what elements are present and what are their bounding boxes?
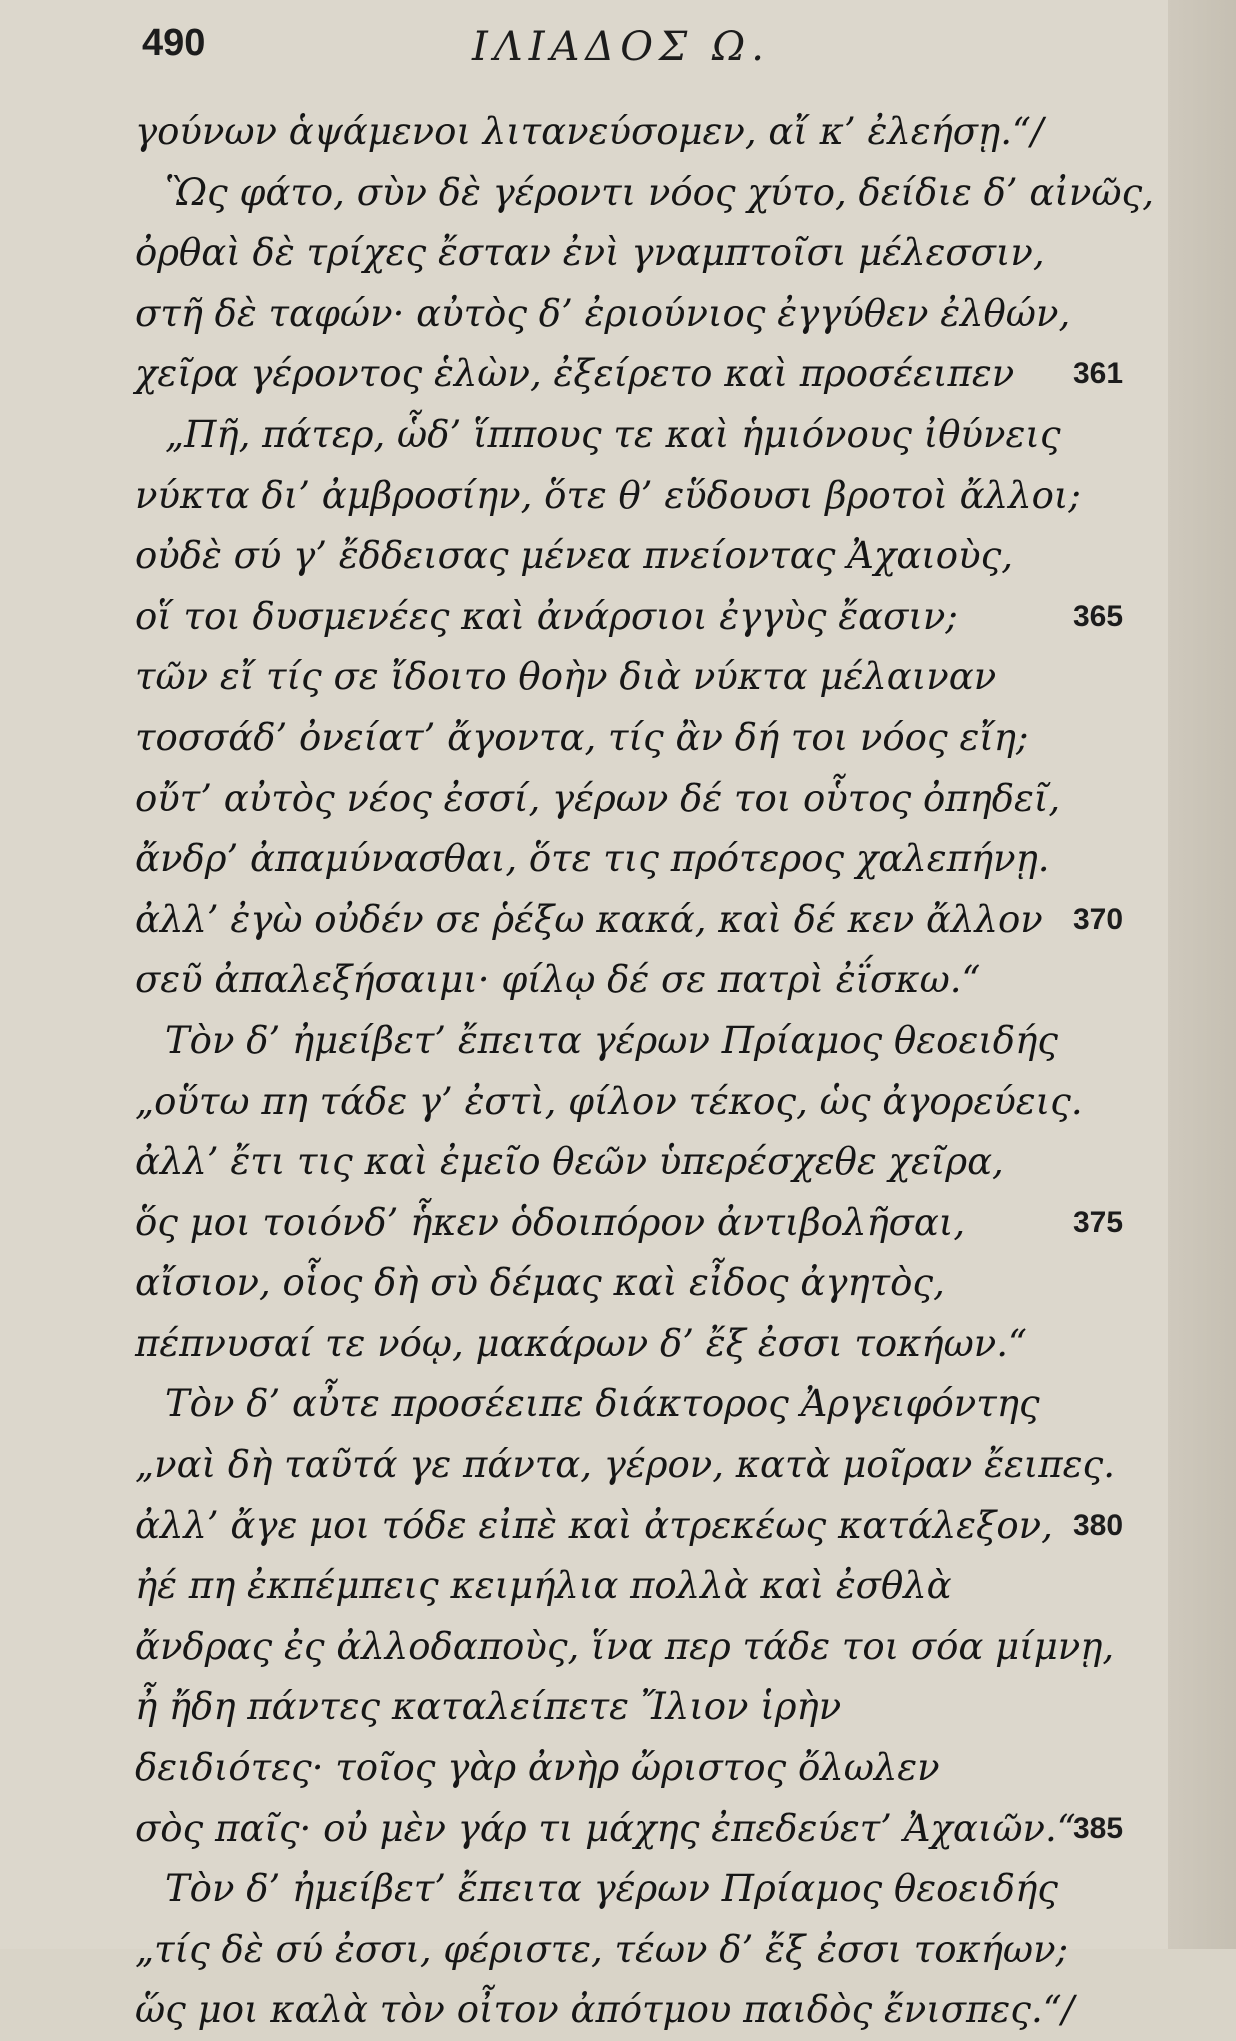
verse-line bbox=[135, 1072, 1175, 1133]
verse-line-text: ἀλλ’ ἔτι τις καὶ ἐμεῖο θεῶν ὑπερέσχεθε χεῖρα, bbox=[135, 1140, 1004, 1184]
verse-line-text: ἄνδρ’ ἀπαμύνασθαι, ὅτε τις πρότερος χαλεπήνῃ. bbox=[135, 837, 1050, 881]
verse-line-text: σὸς παῖς· οὐ μὲν γάρ τι μάχης ἐπεδεύετ’ Ἀχαιῶν.“ bbox=[135, 1806, 1076, 1850]
verse-line bbox=[135, 1132, 1175, 1193]
verse-line-text: δειδιότες· τοῖος γὰρ ἀνὴρ ὤριστος ὄλωλεν bbox=[135, 1746, 940, 1790]
verse-line bbox=[135, 829, 1175, 890]
verse-line-text: ὥς μοι καλὰ τὸν οἶτον ἀπότμου παιδὸς ἔνισπες.“/ bbox=[135, 1988, 1075, 2032]
verse-line bbox=[135, 1011, 1175, 1072]
verse-line bbox=[135, 102, 1175, 163]
verse-line bbox=[135, 466, 1175, 527]
verse-line-text: ὅς μοι τοιόνδ’ ἧκεν ὁδοιπόρον ἀντιβολῆσαι, bbox=[135, 1200, 966, 1244]
verse-line-text: οὐδὲ σύ γ’ ἔδδεισας μένεα πνείοντας Ἀχαιοὺς, bbox=[135, 534, 1014, 578]
verse-line-text: οἵ τοι δυσμενέες καὶ ἀνάρσιοι ἐγγὺς ἔασιν; bbox=[135, 594, 958, 638]
verse-line-text: ἦ ἤδη πάντες καταλείπετε Ἴλιον ἱρὴν bbox=[135, 1685, 842, 1729]
verse-line-text: γούνων ἁψάμενοι λιτανεύσομεν, αἴ κ’ ἐλεήσῃ.“/ bbox=[135, 110, 1044, 153]
verse-line-text: ἄνδρας ἐς ἀλλοδαποὺς, ἵνα περ τάδε τοι σόα μίμνῃ, bbox=[135, 1624, 1115, 1668]
verse-line-text: Τὸν δ’ ἠμείβετ’ ἔπειτα γέρων Πρίαμος θεοειδής bbox=[165, 1018, 1058, 1062]
verse-line bbox=[135, 950, 1175, 1011]
verse-line bbox=[135, 647, 1175, 708]
verse-line bbox=[135, 587, 1175, 648]
verse-line bbox=[135, 1920, 1175, 1981]
page-edge bbox=[1168, 0, 1236, 1949]
verse-line-text: Ὣς φάτο, σὺν δὲ γέροντι νόος χύτο, δείδιε δ’ αἰνῶς, bbox=[165, 170, 1155, 214]
line-number: 380 bbox=[1073, 1508, 1124, 1542]
verse-line-text: τοσσάδ’ ὀνείατ’ ἄγοντα, τίς ἂν δή τοι νόος εἴη; bbox=[135, 715, 1029, 759]
verse-line bbox=[135, 1799, 1175, 1860]
verse-line bbox=[135, 1556, 1175, 1617]
verse-line-text: οὔτ’ αὐτὸς νέος ἐσσί, γέρων δέ τοι οὗτος ὀπηδεῖ, bbox=[135, 776, 1061, 820]
verse-line bbox=[135, 1374, 1175, 1435]
page-header bbox=[142, 22, 1042, 92]
line-number: 370 bbox=[1073, 902, 1124, 936]
verse-line-text: „οὕτω πη τάδε γ’ ἐστὶ, φίλον τέκος, ὡς ἀγορεύεις. bbox=[135, 1079, 1083, 1123]
verse-line bbox=[135, 1617, 1175, 1678]
line-number: 385 bbox=[1073, 1811, 1124, 1845]
verse-line-text: ἠέ πη ἐκπέμπεις κειμήλια πολλὰ καὶ ἐσθλὰ bbox=[135, 1564, 952, 1608]
verse-line bbox=[135, 284, 1175, 345]
verse-line bbox=[135, 344, 1175, 405]
verse-line bbox=[135, 1253, 1175, 1314]
verse-line-text: αἴσιον, οἷος δὴ σὺ δέμας καὶ εἶδος ἀγητὸς, bbox=[135, 1261, 945, 1305]
verse-line bbox=[135, 1314, 1175, 1375]
verse-line-text: Τὸν δ’ αὖτε προσέειπε διάκτορος Ἀργειφόντης bbox=[165, 1382, 1040, 1426]
verse-line-text: „Πῆ, πάτερ, ὧδ’ ἵππους τε καὶ ἡμιόνους ἰθύνεις bbox=[165, 412, 1061, 456]
verse-line bbox=[135, 1496, 1175, 1557]
verse-line-text: ὀρθαὶ δὲ τρίχες ἔσταν ἐνὶ γναμπτοῖσι μέλεσσιν, bbox=[135, 231, 1045, 275]
line-number: 375 bbox=[1073, 1205, 1124, 1239]
verse-line bbox=[135, 1677, 1175, 1738]
verse-line bbox=[135, 769, 1175, 830]
verse-line bbox=[135, 405, 1175, 466]
verse-line bbox=[135, 890, 1175, 951]
line-number: 361 bbox=[1073, 357, 1124, 391]
verse-line bbox=[135, 526, 1175, 587]
verse-line bbox=[135, 1738, 1175, 1799]
verse-line bbox=[135, 163, 1175, 224]
verse-line bbox=[135, 1435, 1175, 1496]
verse-line bbox=[135, 1859, 1175, 1920]
page-number: 490 bbox=[142, 22, 206, 64]
verse-line-text: Τὸν δ’ ἠμείβετ’ ἔπειτα γέρων Πρίαμος θεοειδής bbox=[165, 1867, 1058, 1911]
verse-line-text: σεῦ ἀπαλεξήσαιμι· φίλῳ δέ σε πατρὶ ἐΐσκω.“ bbox=[135, 958, 981, 1002]
verse-line bbox=[135, 1980, 1175, 2041]
line-number: 365 bbox=[1073, 599, 1124, 633]
verse-line-text: στῆ δὲ ταφών· αὐτὸς δ’ ἐριούνιος ἐγγύθεν ἐλθών, bbox=[135, 291, 1071, 335]
verse-line-text: νύκτα δι’ ἀμβροσίην, ὅτε θ’ εὕδουσι βροτοὶ ἄλλοι; bbox=[135, 473, 1081, 517]
running-title: ΙΛΙΑΔΟΣ Ω. bbox=[472, 24, 770, 70]
verse-line bbox=[135, 1193, 1175, 1254]
verse-line-text: πέπνυσαί τε νόῳ, μακάρων δ’ ἔξ ἐσσι τοκήων.“ bbox=[135, 1321, 1027, 1365]
verse-line-text: τῶν εἴ τίς σε ἴδοιτο θοὴν διὰ νύκτα μέλαιναν bbox=[135, 655, 997, 699]
verse-line-text: χεῖρα γέροντος ἑλὼν, ἐξείρετο καὶ προσέειπεν bbox=[135, 352, 1015, 396]
verse-line bbox=[135, 223, 1175, 284]
verse-line-text: „τίς δὲ σύ ἐσσι, φέριστε, τέων δ’ ἔξ ἐσσι τοκήων; bbox=[135, 1927, 1069, 1971]
verse-block bbox=[135, 102, 1175, 2041]
verse-line-text: ἀλλ’ ἐγὼ οὐδέν σε ῥέξω κακά, καὶ δέ κεν ἄλλον bbox=[135, 897, 1043, 941]
verse-line-text: „ναὶ δὴ ταῦτά γε πάντα, γέρον, κατὰ μοῖραν ἔειπες. bbox=[135, 1443, 1115, 1487]
verse-line bbox=[135, 708, 1175, 769]
verse-line-text: ἀλλ’ ἄγε μοι τόδε εἰπὲ καὶ ἀτρεκέως κατάλεξον, bbox=[135, 1503, 1053, 1547]
